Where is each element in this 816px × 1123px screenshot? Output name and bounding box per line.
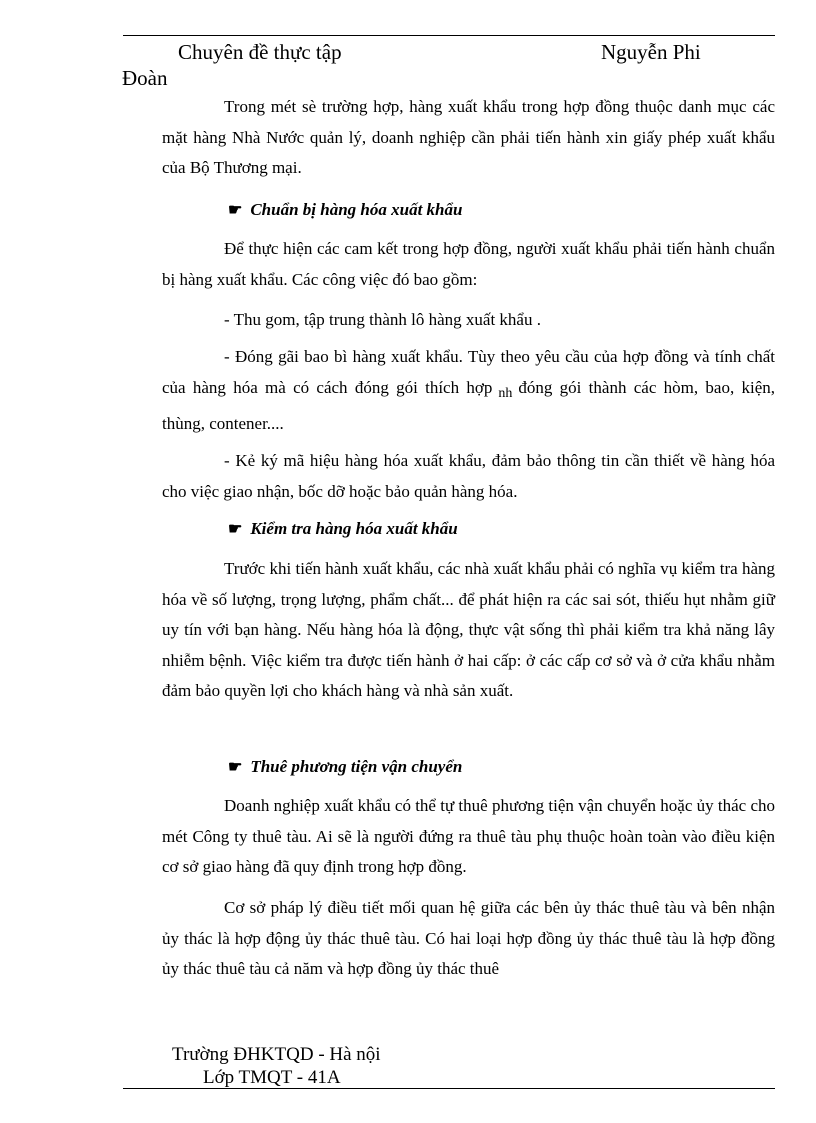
paragraph-inspection: Trước khi tiến hành xuất khẩu, các nhà xuất khẩu phải có nghĩa vụ kiểm tra hàng hóa về số lượng, trọng lượng, phẩm chất... để phát hiện ra các sai sót, thiếu hụt nhằm giữ uy tín với bạn hàng. Nếu hàng hóa là động, thực vật sống thì phải kiểm tra khả năng lây nhiễm bệnh. Việc kiểm tra được tiến hành ở hai cấp: ở các cấp cơ sở và ở cửa khẩu nhằm đảm bảo quyền lợi cho khách hàng và nhà sản xuất. [162,559,775,700]
header-rule [123,35,775,36]
paragraph-transport: Doanh nghiệp xuất khẩu có thể tự thuê phương tiện vận chuyển hoặc ủy thác cho mét Công ty thuê tàu. Ai sẽ là người đứng ra thuê tàu phụ thuộc hoàn toàn vào điều kiện cơ sở giao hàng đã quy định trong hợp đồng. [162,796,775,876]
packaging-text-start: - Đóng gãi bao bì hàng xuất khẩu. Tùy theo yêu cầu của hợp đồng và tính chất của hàng hóa mà có cách đóng gói thích hợp [162,347,775,397]
header-author: Nguyễn Phi [601,40,701,64]
section-heading-hire-transport [228,756,462,779]
list-item-marking: - Kẻ ký mã hiệu hàng hóa xuất khẩu, đảm bảo thông tin cần thiết về hàng hóa cho việc giao nhận, bốc dỡ hoặc bảo quản hàng hóa. [162,451,775,501]
paragraph-legal-basis: Cơ sở pháp lý điều tiết mối quan hệ giữa các bên ủy thác thuê tàu và bên nhận ủy thác là hợp động ủy thác thuê tàu. Có hai loại hợp đồng ủy thác thuê tàu là hợp đồng ủy thác thuê tàu cả năm và hợp đồng ủy thác thuê [162,898,775,978]
pointing-hand-icon: ☛ [228,759,243,776]
pointing-hand-icon: ☛ [228,202,243,219]
list-item-packaging [162,342,775,440]
header-title: Chuyên đề thực tập [178,40,342,64]
footer-rule [123,1088,775,1089]
pointing-hand-icon: ☛ [228,521,243,538]
footer-school: Trường ĐHKTQD - Hà nội [172,1044,381,1065]
paragraph-prepare-intro: Để thực hiện các cam kết trong hợp đồng, người xuất khẩu phải tiến hành chuẩn bị hàng xuất khẩu. Các công việc đó bao gồm: [162,239,775,289]
packaging-subscript: nh [498,385,513,401]
footer-class: Lớp TMQT - 41A [203,1067,341,1088]
section-heading-inspect-goods [228,518,458,541]
heading-text: Thuê phương tiện vận chuyển [250,757,463,776]
heading-text: Kiểm tra hàng hóa xuất khẩu [250,519,458,538]
list-item-collect: - Thu gom, tập trung thành lô hàng xuất khẩu . [224,310,541,329]
section-heading-prepare-goods [228,199,462,222]
packaging-text-end: đóng gói thành các hòm, bao, kiện, thùng, contener.... [162,377,775,433]
header-author-continued: Đoàn [122,66,168,90]
paragraph-export-license: Trong mét sè trường hợp, hàng xuất khẩu trong hợp đồng thuộc danh mục các mặt hàng Nhà Nước quản lý, doanh nghiệp cần phải tiến hành xin giấy phép xuất khẩu của Bộ Thương mại. [162,97,775,177]
heading-text: Chuẩn bị hàng hóa xuất khẩu [250,200,463,219]
